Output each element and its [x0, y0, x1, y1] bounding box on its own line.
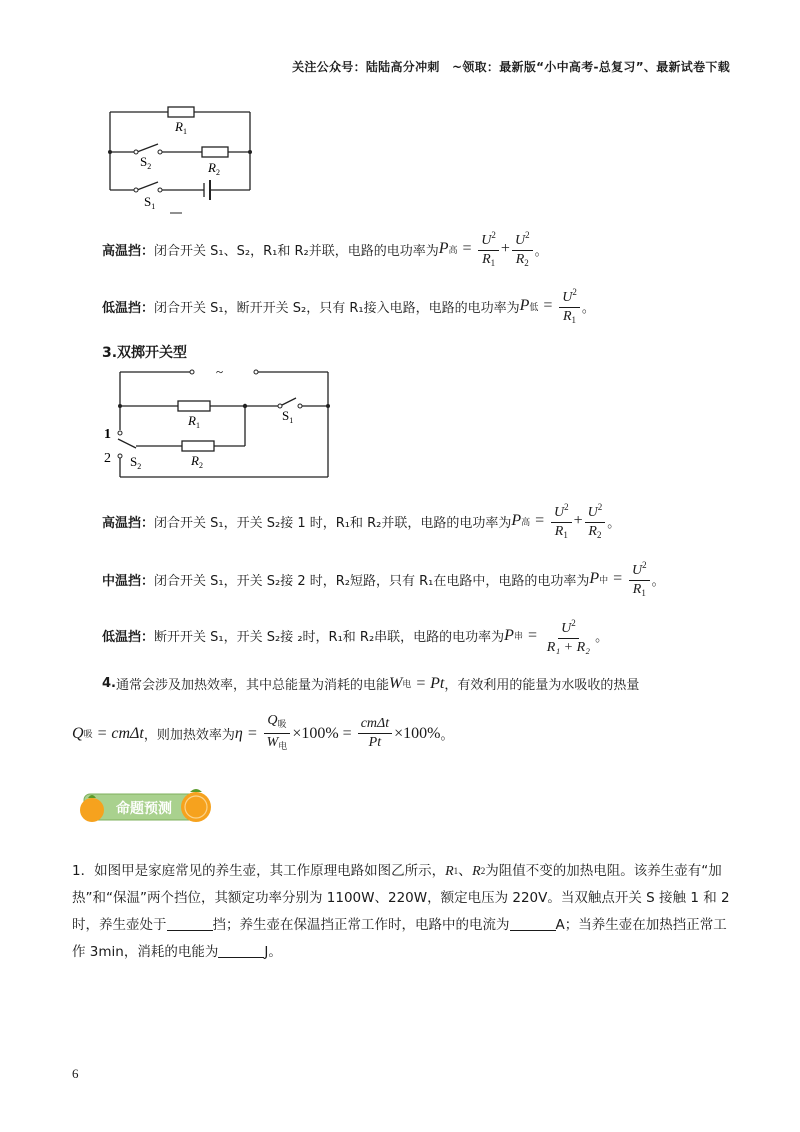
low-temp-line-1: 低温挡： 闭合开关 S₁，断开开关 S₂，只有 R₁接入电路，电路的电功率为 P 低 = $\frac{U^2}{R_1}$ 。	[102, 283, 595, 329]
circuit-diagram-1	[100, 100, 260, 225]
contact-2-label: 2	[104, 451, 111, 466]
circuit-diagram-2	[96, 362, 341, 482]
page-header: 关注公众号：陆陆高分冲刺 ~领取：最新版“小中高考-总复习”、最新试卷下载	[292, 60, 730, 74]
formula-efficiency: η = $\frac{Q_吸}{W_电}$ ×100% = $\frac{\text{cmΔt}}{Pt}$ ×100%	[234, 713, 441, 751]
high-temp-line-2: 高温挡： 闭合开关 S₁，开关 S₂接 1 时，R₁和 R₂并联，电路的电功率为 P 高 = $\frac{U^2}{R_1}$ + $\frac{U^2}{R_2}$ 。	[102, 498, 620, 544]
ac-source-label: ~	[216, 364, 224, 379]
switch-s1-label: $S_1$	[144, 194, 156, 211]
formula-high-2: P 高 = $\frac{U^2}{R_1}$ + $\frac{U^2}{R_2}$	[511, 498, 607, 544]
formula-heat-absorbed: Q 吸 = cmΔt	[72, 724, 144, 742]
formula-high-1: P 高 = $\frac{U^2}{R_1}$ + $\frac{U^2}{R_2}$	[439, 226, 535, 272]
formula-low-1: P 低 = $\frac{U^2}{R_1}$	[520, 283, 582, 329]
formula-low-2: P 串 = $\frac{U^2}{\text{R₁ + R₂}}$	[504, 614, 595, 657]
prediction-badge	[78, 786, 214, 828]
badge-label: 命题预测	[116, 801, 172, 817]
high-temp-line-1: 高温挡： 闭合开关 S₁、S₂，R₁和 R₂并联，电路的电功率为 P 高 = $\frac{U^2}{R_1}$ + $\frac{U^2}{R_2}$ 。	[102, 226, 548, 272]
resistor-r1-label: $R_1$	[188, 413, 200, 430]
contact-1-label: 1	[104, 427, 111, 442]
mid-temp-line: 中温挡： 闭合开关 S₁，开关 S₂接 2 时，R₂短路，只有 R₁在电路中，电路的电功率为 P 中 = $\frac{U^2}{R_1}$ 。	[102, 556, 665, 602]
switch-s2-label: $S_2$	[130, 454, 142, 471]
efficiency-intro-line: 4. 通常会涉及加热效率，其中总能量为消耗的电能 W 电 = Pt ，有效利用的能量为水吸收的热量	[102, 674, 640, 693]
page-number: 6	[72, 1066, 79, 1081]
switch-s1-label: $S_1$	[282, 408, 294, 425]
resistor-symbols: R 1 、 R 2	[445, 864, 486, 879]
resistor-r2-label: $R_2$	[191, 453, 203, 470]
problem-1: 1．如图甲是家庭常见的养生壶，其工作原理电路如图乙所示， R 1 、 R 2 为阻值不变的加热电阻。该养生壶有“加热”和“保温”两个挡位，其额定功率分别为 1100W、220W，额定电压为 220V。当双触点开关 S 接触 1 和 2 时，养生壶处于 挡；养生壶在保温挡正常工作时，电路中的电流为 A；当养生壶在加热挡正常工作 3min，消耗的电能为 J。	[72, 858, 732, 966]
formula-electric-energy: W 电 = Pt	[389, 674, 445, 692]
section-title-double-throw: 3.双掷开关型	[102, 345, 188, 361]
answer-blank-mode[interactable]	[167, 916, 213, 931]
efficiency-formula-line: Q 吸 = cmΔt ，则加热效率为 η = $\frac{Q_吸}{W_电}$ ×100% = $\frac{\text{cmΔt}}{Pt}$ ×100% 。	[72, 712, 454, 755]
resistor-r2-label: $R_2$	[208, 160, 220, 177]
answer-blank-current[interactable]	[510, 916, 556, 931]
low-temp-line-2: 低温挡： 断开开关 S₁，开关 S₂接 ₂时，R₁和 R₂串联，电路的电功率为 P 串 = $\frac{U^2}{\text{R₁ + R₂}}$ 。	[102, 614, 608, 657]
switch-s2-label: $S_2$	[140, 154, 152, 171]
resistor-r1-label: $R_1$	[175, 119, 187, 136]
answer-blank-energy[interactable]	[218, 943, 264, 958]
orange-icon	[80, 798, 104, 822]
formula-mid: P 中 = $\frac{U^2}{R_1}$	[589, 556, 651, 602]
